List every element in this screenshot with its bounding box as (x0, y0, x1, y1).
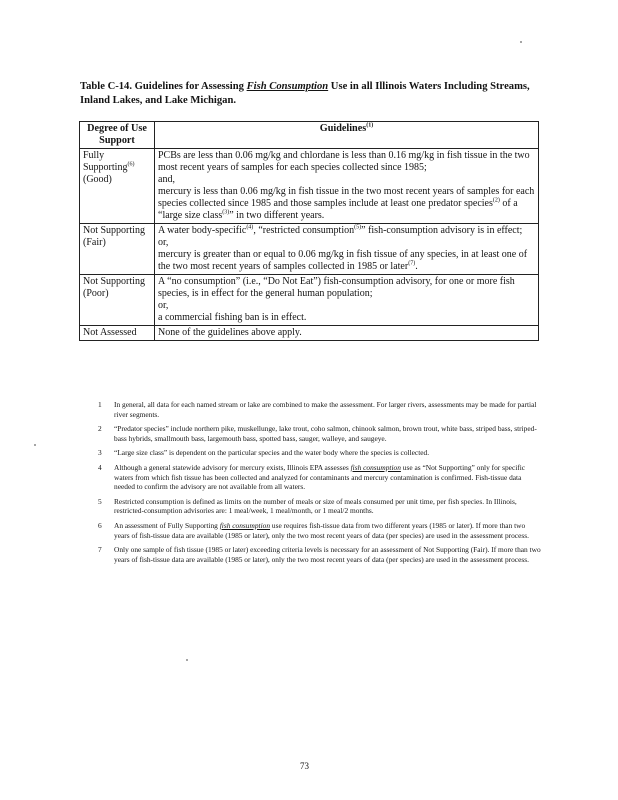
footnote-number: 5 (98, 496, 102, 506)
guideline-text: a commercial fishing ban is in effect. (158, 312, 307, 323)
footnote-emphasis: fish consumption (350, 462, 401, 472)
footnote-ref: (4) (246, 224, 254, 231)
footnote-text: “Large size class” is dependent on the particular species and the water body where the species is collected. (114, 448, 430, 458)
guideline-conjunction: or, (158, 237, 169, 248)
footnote-item (98, 424, 542, 443)
footnote-text: Only one sample of fish tissue (1985 or later) exceeding criteria levels is necessary for an assessment of Not Supporting (Fair). If more than two years of fish-tissue data are available (1985 or later), only the two most recent years of data (per species) are used in the assessment process. (114, 545, 541, 564)
footnote-text-part: An assessment of Fully Supporting (114, 520, 220, 530)
footnote-item (98, 497, 542, 516)
guideline-text: ” in two different years. (229, 210, 325, 221)
guideline-text: mercury is greater than or equal to 0.06 mg/kg in fish tissue of any species, in at least one of the two most recent years of samples collected in 1985 or later (158, 249, 528, 272)
guidelines-table (79, 121, 539, 341)
footnote-emphasis: fish consumption (219, 520, 271, 530)
footnote-text (114, 463, 542, 492)
guideline-text: A “no consumption” (i.e., “Do Not Eat”) fish-consumption advisory, for one or more fish species, is in effect for the general human population; (158, 276, 515, 299)
footnote-text-part: Although a general statewide advisory for mercury exists, Illinois EPA assesses (114, 462, 351, 472)
degree-label: Not Supporting (83, 276, 145, 287)
table-row-not-assessed (80, 326, 539, 341)
degree-label: Fully Supporting (83, 150, 128, 173)
degree-cell (80, 149, 155, 224)
scan-speck (520, 41, 522, 43)
page-number: 73 (300, 761, 309, 771)
guideline-text: ” fish-consumption advisory is in effect; (361, 225, 523, 236)
header-guidelines (155, 122, 539, 149)
title-text: Table C-14. Guidelines for Assessing (80, 81, 247, 92)
table-row-not-supporting-fair (80, 224, 539, 275)
footnote-number: 6 (98, 520, 102, 530)
guidelines-cell (155, 326, 539, 341)
scan-speck (186, 659, 188, 661)
guideline-text: A water body-specific (158, 225, 247, 236)
guideline-text: of a “large size class (158, 198, 518, 221)
footnote-ref: (7) (408, 260, 416, 267)
guideline-text: None of the guidelines above apply. (158, 327, 302, 338)
footnote-number: 3 (98, 448, 102, 458)
footnote-text: In general, all data for each named stream or lake are combined to make the assessment. For larger rivers, assessments may be made for partial river segments. (114, 400, 537, 419)
header-guidelines-text: Guidelines (319, 123, 367, 134)
footnote-item (98, 545, 542, 564)
degree-sublabel: (Good) (83, 174, 112, 185)
degree-sublabel: (Fair) (83, 237, 106, 248)
footnote-text-part: use requires fish-tissue data from two different years (1985 or later). If more than two years of fish-tissue data are available (1985 or later), only the two most recent years of data (per species) are used in the assessment process. (114, 520, 529, 540)
table-title (80, 80, 542, 108)
footnote-number: 4 (98, 462, 102, 472)
guideline-conjunction: and, (158, 174, 175, 185)
degree-cell (80, 326, 155, 341)
footnote-item (98, 448, 542, 458)
footnote-text-part: use as “Not Supporting” only for specific waters from which fish tissue has been collected and analyzed for contaminants and mercury contamination is confirmed. Fish-tissue data needed to confirm the advisory are not available from all waters. (114, 462, 526, 492)
title-emphasis: Fish Consumption (246, 81, 329, 92)
footnote-ref: (2) (492, 197, 500, 204)
degree-label: Not Assessed (83, 327, 137, 338)
footnote-text (114, 521, 542, 540)
title-text-end: Use in all Illinois Waters Including Streams, Inland Lakes, and Lake Michigan. (80, 81, 530, 106)
footnote-ref: (6) (127, 161, 135, 168)
footnote-ref: (1) (366, 122, 374, 129)
footnote-item (98, 400, 542, 419)
degree-cell (80, 275, 155, 326)
footnote-number: 2 (98, 424, 102, 434)
guidelines-cell (155, 149, 539, 224)
table-header-row (80, 122, 539, 149)
guideline-text: PCBs are less than 0.06 mg/kg and chlordane is less than 0.16 mg/kg in fish tissue in the two most recent years of samples for each species collected since 1985; (158, 150, 530, 173)
footnote-text: “Predator species” include northern pike, muskellunge, lake trout, coho salmon, chinook salmon, brown trout, white bass, striped bass, striped-bass hybrids, smallmouth bass, largemouth bass, spotted bass, sauger, walleye, and saugeye. (114, 424, 537, 443)
footnote-ref: (5) (354, 224, 362, 231)
guideline-text: , “restricted consumption (253, 225, 355, 236)
scan-speck (34, 444, 36, 446)
footnote-ref: (3) (222, 209, 230, 216)
header-degree-of-use-support: Degree of Use Support (80, 122, 155, 149)
guidelines-cell (155, 275, 539, 326)
footnote-number: 1 (98, 400, 102, 409)
guidelines-cell: A water body-specific$^{(4)}$, “restricted consumption$^{(5)}$” fish-consumption advisory is in effect; or, mercury is greater than or equal to 0.06 mg/kg in fish tissue of any species, in at least one of the two most recent years of samples collected in 1985 or later$^{(7)}$. (155, 224, 539, 275)
degree-cell (80, 224, 155, 275)
degree-label: Not Supporting (83, 225, 145, 236)
footnote-item (98, 521, 542, 540)
table-row-fully-supporting (80, 149, 539, 224)
guideline-conjunction: or, (158, 300, 169, 311)
degree-sublabel: (Poor) (83, 288, 109, 299)
table-row-not-supporting-poor (80, 275, 539, 326)
footnote-number: 7 (98, 545, 102, 555)
footnotes (98, 400, 542, 569)
guideline-text: mercury is less than 0.06 mg/kg in fish tissue in the two most recent years of samples for each species collected since 1985 and those samples include at least one predator species (158, 186, 535, 209)
footnote-item (98, 463, 542, 492)
footnote-text: Restricted consumption is defined as limits on the number of meals or size of meals consumed per unit time, per fish species. In Illinois, restricted-consumption advisories are: 1 meal/week, 1 meal/month, or 1 meal/2 months. (114, 496, 517, 516)
